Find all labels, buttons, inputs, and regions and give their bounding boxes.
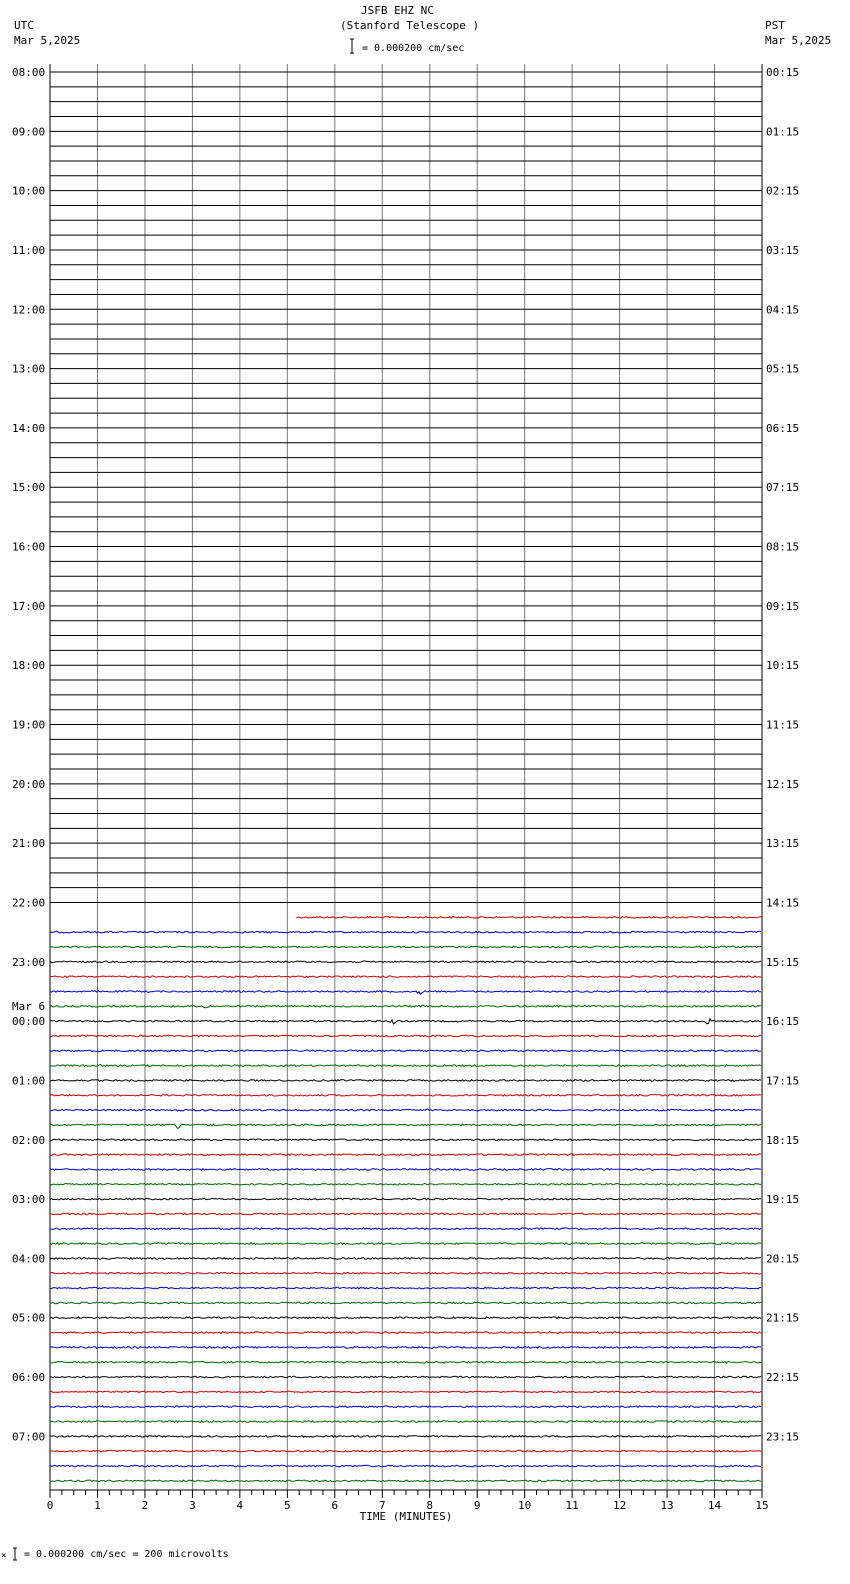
trace-row-88: [50, 1376, 761, 1378]
x-tick-label: 4: [236, 1499, 244, 1512]
trace-row-76: [50, 1198, 761, 1200]
trace-row-86: [50, 1347, 761, 1349]
x-tick-label: 0: [46, 1499, 54, 1512]
trace-row-69: [50, 1095, 761, 1097]
utc-date-label: Mar 5,2025: [14, 34, 81, 47]
trace-row-75: [50, 1184, 761, 1186]
trace-row-60: [50, 961, 761, 963]
trace-row-89: [50, 1391, 761, 1393]
trace-row-94: [50, 1465, 761, 1467]
x-tick-label: 8: [426, 1499, 434, 1512]
row-baselines: [50, 72, 762, 902]
scale-label: = 0.000200 cm/sec: [362, 43, 465, 54]
pst-hour-label: 01:15: [766, 125, 800, 139]
trace-row-82: [50, 1287, 761, 1289]
x-axis: [47, 1490, 769, 1523]
pst-hour-label: 05:15: [766, 362, 800, 376]
trace-row-84: [50, 1317, 761, 1319]
x-tick-label: 11: [565, 1499, 579, 1512]
trace-row-58: [50, 931, 761, 933]
trace-row-63: [50, 1005, 761, 1008]
utc-hour-label: 13:00: [12, 362, 46, 376]
utc-hour-label: 23:00: [12, 955, 46, 969]
trace-row-79: [50, 1243, 761, 1245]
trace-row-61: [50, 976, 761, 978]
x-tick-label: 2: [141, 1499, 149, 1512]
trace-row-81: [50, 1272, 761, 1274]
utc-hour-label: 19:00: [12, 718, 46, 732]
trace-row-65: [50, 1035, 761, 1037]
utc-hour-label: 08:00: [12, 66, 46, 79]
trace-row-83: [50, 1302, 761, 1304]
utc-hour-label: 06:00: [12, 1371, 46, 1385]
x-tick-label: 14: [707, 1499, 722, 1512]
trace-row-80: [50, 1258, 761, 1260]
utc-hour-label: 21:00: [12, 837, 46, 851]
trace-row-73: [50, 1154, 761, 1156]
pst-hour-label: 12:15: [766, 777, 800, 791]
trace-row-77: [50, 1213, 761, 1215]
pst-hour-label: 23:15: [766, 1430, 800, 1444]
trace-row-64: [50, 1019, 761, 1024]
utc-hour-label: 07:00: [12, 1430, 46, 1444]
utc-hour-label: 01:00: [12, 1074, 46, 1088]
pst-hour-label: 15:15: [766, 955, 800, 969]
trace-row-71: [50, 1124, 761, 1129]
utc-hour-label: 18:00: [12, 659, 46, 673]
utc-hour-label: 15:00: [12, 481, 46, 495]
trace-row-70: [50, 1109, 761, 1111]
pst-hour-label: 22:15: [766, 1371, 800, 1385]
pst-hour-label: 17:15: [766, 1074, 800, 1088]
x-tick-label: 12: [612, 1499, 627, 1512]
utc-hour-label: 12:00: [12, 303, 46, 317]
x-tick-label: 10: [518, 1499, 532, 1512]
x-tick-label: 3: [189, 1499, 196, 1512]
station-title: JSFB EHZ NC: [361, 4, 434, 17]
pst-hour-label: 16:15: [766, 1015, 800, 1029]
pst-hour-label: 20:15: [766, 1252, 800, 1266]
trace-row-92: [50, 1436, 761, 1438]
x-tick-label: 1: [94, 1499, 101, 1512]
utc-hour-label: 14:00: [12, 421, 46, 435]
trace-row-57: [297, 917, 762, 919]
pst-hour-label: 14:15: [766, 896, 800, 910]
pst-hour-label: 10:15: [766, 659, 800, 673]
utc-hour-label: 09:00: [12, 125, 46, 139]
trace-row-78: [50, 1228, 761, 1230]
pst-zone-label: PST: [765, 19, 785, 32]
trace-row-93: [50, 1450, 761, 1452]
x-tick-label: 5: [284, 1499, 291, 1512]
trace-row-74: [50, 1169, 761, 1171]
trace-row-59: [50, 946, 761, 948]
trace-row-95: [50, 1480, 761, 1482]
x-tick-label: 9: [473, 1499, 481, 1512]
x-axis-title: TIME (MINUTES): [359, 1510, 453, 1523]
pst-hour-label: 04:15: [766, 303, 800, 317]
pst-date-label: Mar 5,2025: [765, 34, 832, 47]
utc-hour-label: 11:00: [12, 243, 46, 257]
pst-hour-label: 11:15: [766, 718, 800, 732]
trace-row-67: [50, 1065, 761, 1067]
pst-hour-label: 00:15: [766, 66, 800, 79]
x-tick-label: 13: [660, 1499, 674, 1512]
trace-row-91: [50, 1421, 761, 1423]
utc-hour-label: 05:00: [12, 1311, 46, 1325]
x-tick-label: 6: [331, 1499, 339, 1512]
trace-row-62: [50, 991, 761, 995]
pst-hour-label: 21:15: [766, 1311, 800, 1325]
seismic-traces: [50, 917, 762, 1482]
pst-hour-label: 19:15: [766, 1193, 800, 1207]
utc-hour-label: 00:00: [12, 1015, 46, 1029]
pst-hour-label: 08:15: [766, 540, 800, 554]
trace-row-68: [50, 1080, 761, 1082]
x-tick-label: 15: [755, 1499, 769, 1512]
trace-row-87: [50, 1361, 761, 1363]
utc-zone-label: UTC: [14, 19, 34, 32]
scale-bar-icons: [13, 39, 354, 1560]
pst-hour-label: 03:15: [766, 243, 800, 257]
pst-hour-label: 09:15: [766, 599, 800, 613]
utc-hour-label: 20:00: [12, 777, 46, 791]
x-tick-label: 7: [378, 1499, 386, 1512]
utc-hour-label: 04:00: [12, 1252, 46, 1266]
trace-row-90: [50, 1406, 761, 1408]
pst-hour-label: 07:15: [766, 481, 800, 495]
trace-row-85: [50, 1332, 761, 1334]
site-title: (Stanford Telescope ): [340, 19, 480, 32]
pst-hour-label: 18:15: [766, 1133, 800, 1147]
utc-hour-label: 10:00: [12, 184, 46, 198]
utc-hour-label: 22:00: [12, 896, 46, 910]
utc-hour-label: 02:00: [12, 1133, 46, 1147]
date-change-label: Mar 6: [12, 1000, 46, 1014]
minute-gridlines: [50, 64, 762, 1490]
utc-hour-label: 16:00: [12, 540, 46, 554]
pst-hour-label: 06:15: [766, 421, 800, 435]
footer-scale-note: = 0.000200 cm/sec = 200 microvolts: [24, 1549, 229, 1560]
trace-row-66: [50, 1050, 761, 1052]
footer-corner-mark: ×: [1, 1551, 7, 1561]
utc-hour-label: 17:00: [12, 599, 46, 613]
trace-row-72: [50, 1139, 761, 1141]
pst-hour-label: 02:15: [766, 184, 800, 198]
utc-hour-label: 03:00: [12, 1193, 46, 1207]
pst-hour-label: 13:15: [766, 837, 800, 851]
